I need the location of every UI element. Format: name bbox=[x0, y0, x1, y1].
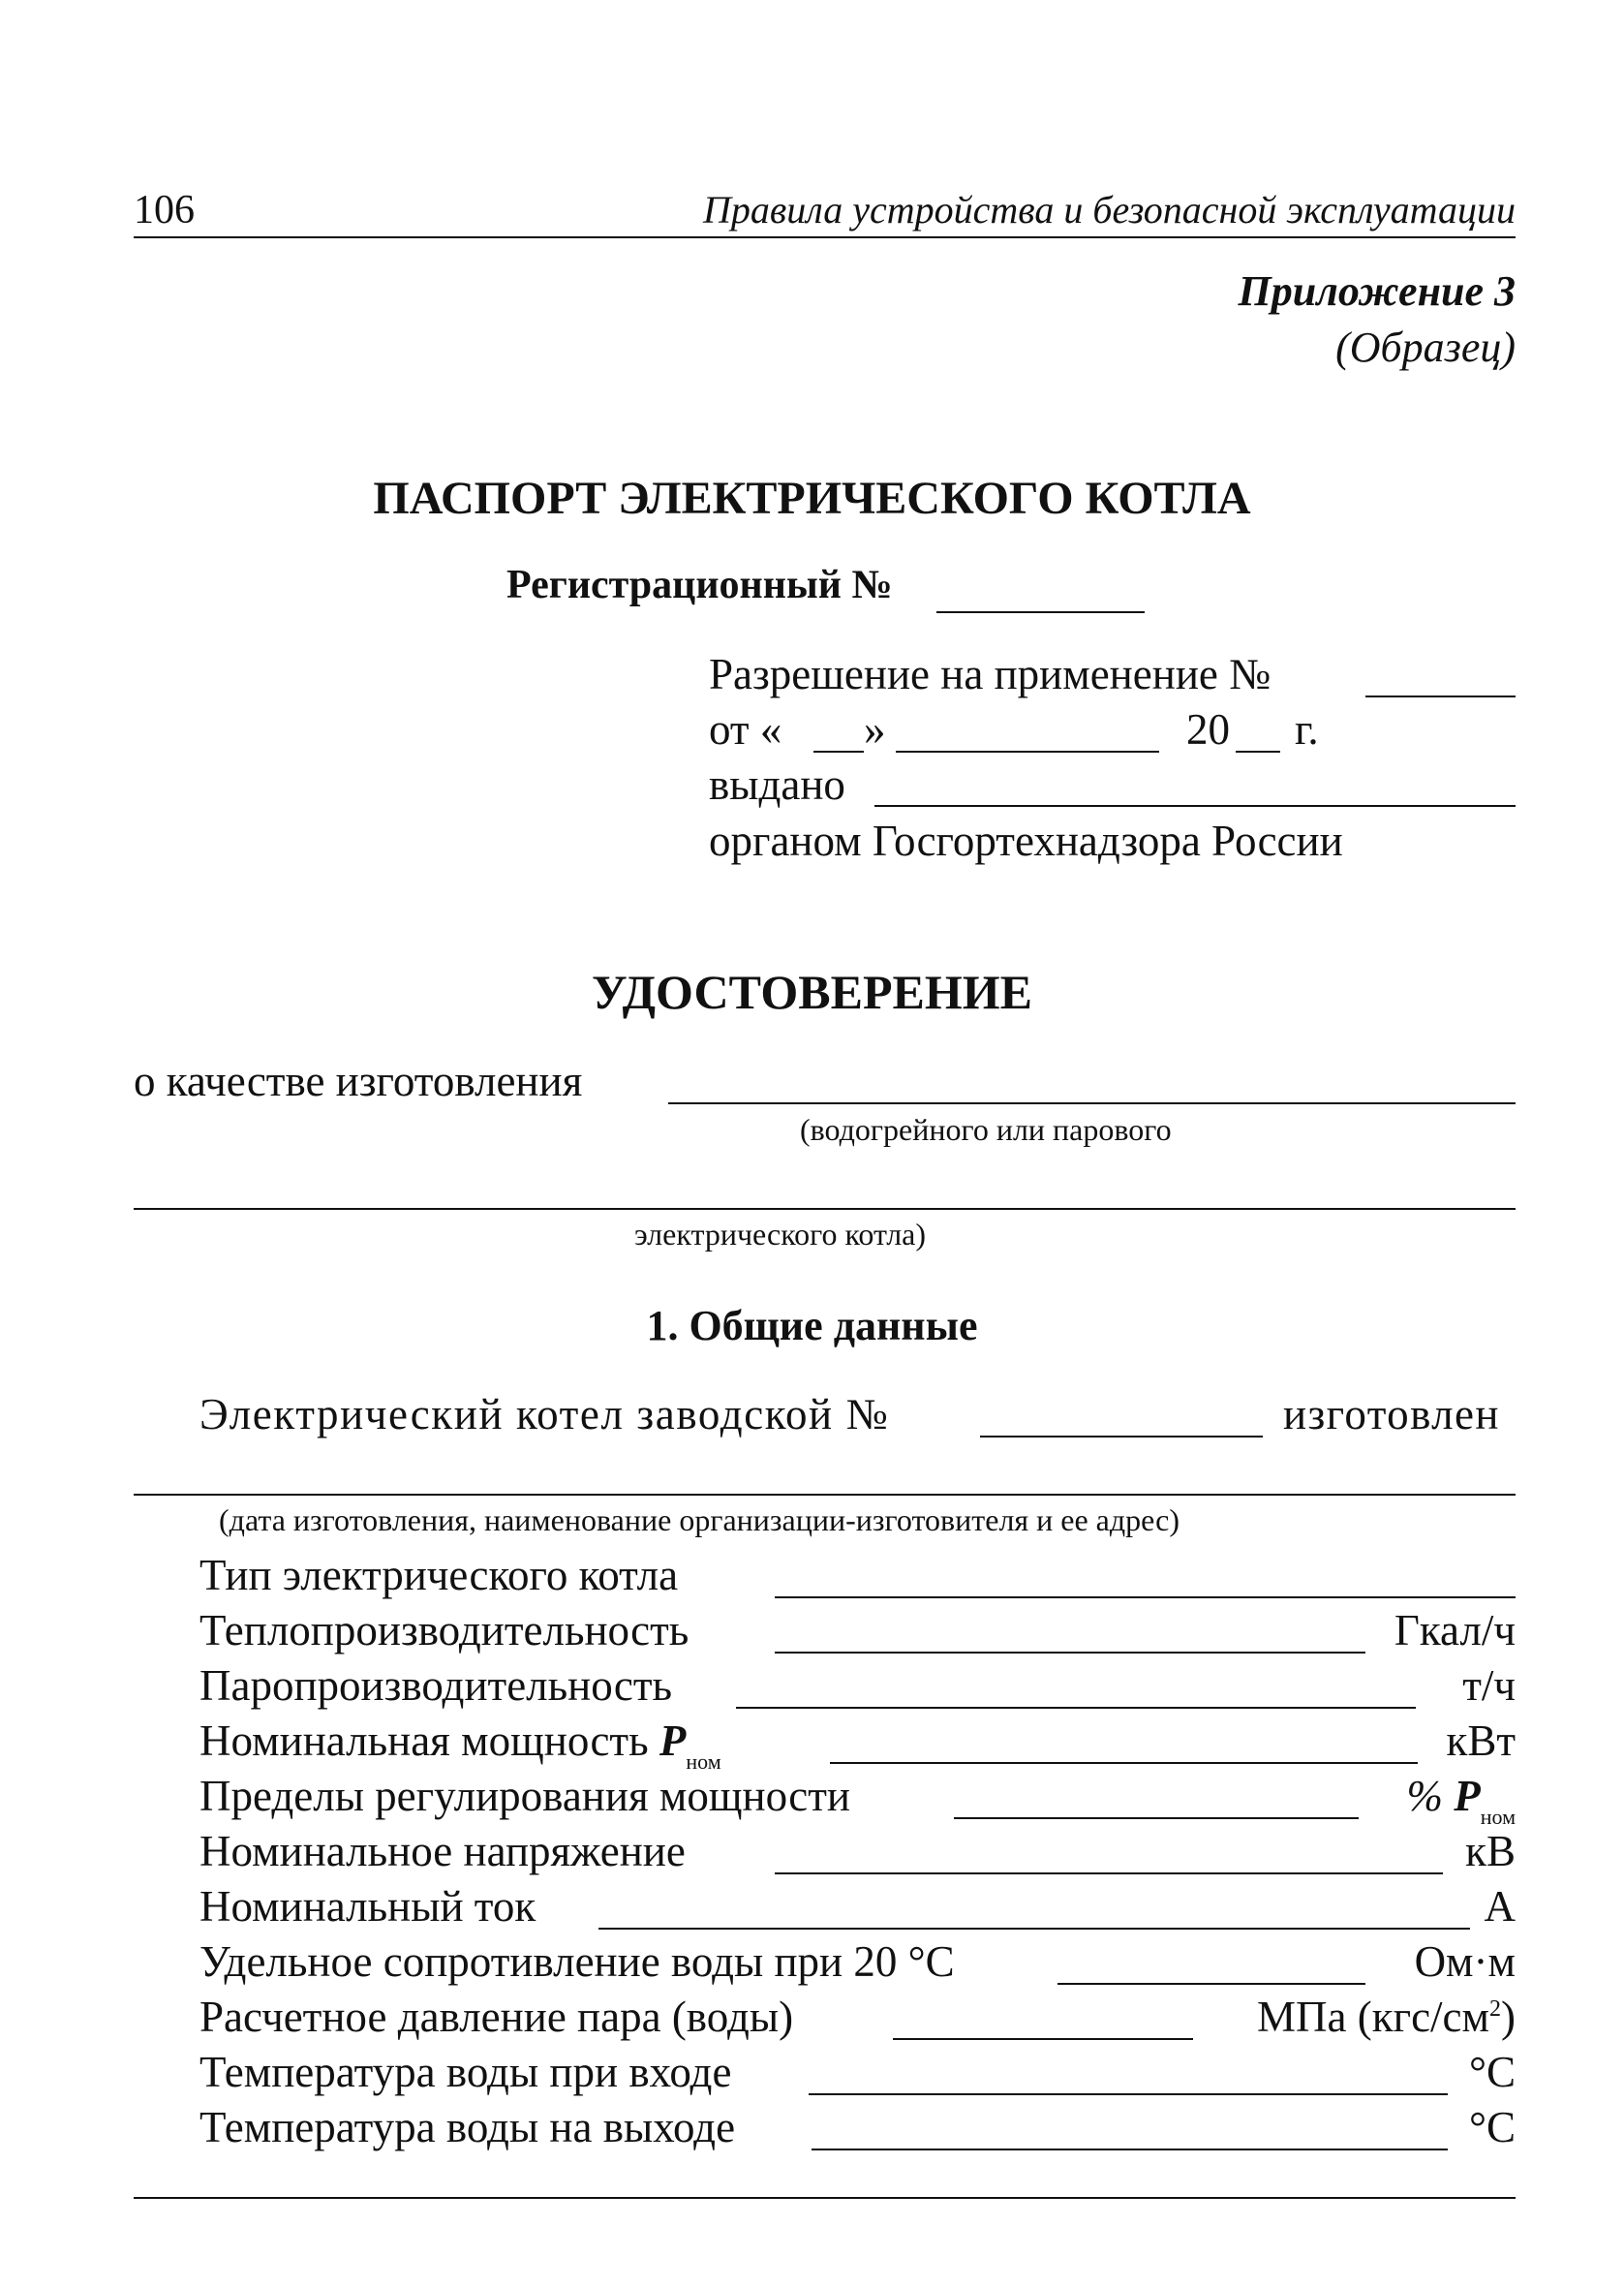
permission-from-mid: » bbox=[864, 705, 886, 754]
rated-power-subscript: ном bbox=[686, 1749, 721, 1774]
power-range-symbol: P bbox=[1454, 1772, 1481, 1820]
boiler-number-label: Электрический котел заводской № bbox=[199, 1390, 890, 1438]
pressure-unit: МПа (кгс/см bbox=[1257, 1993, 1489, 2041]
field-unit-rated-current: А bbox=[1484, 1882, 1516, 1931]
permission-label: Разрешение на применение № bbox=[709, 650, 1272, 698]
maker-field[interactable] bbox=[134, 1494, 1516, 1496]
field-unit-rated-power: кВт bbox=[1446, 1716, 1516, 1765]
bottom-rule bbox=[134, 2197, 1516, 2199]
field-label-inlet-temp: Температура воды при входе bbox=[199, 2048, 732, 2096]
field-input-power-range[interactable] bbox=[954, 1817, 1359, 1819]
boiler-number-field[interactable] bbox=[980, 1436, 1263, 1438]
field-unit-steam-output: т/ч bbox=[1462, 1661, 1516, 1710]
page-title: ПАСПОРТ ЭЛЕКТРИЧЕСКОГО КОТЛА bbox=[373, 473, 1251, 524]
running-title: Правила устройства и безопасной эксплуатации bbox=[703, 188, 1516, 232]
field-label-rated-power-text: Номинальная мощность bbox=[199, 1716, 649, 1765]
field-label-water-resistivity: Удельное сопротивление воды при 20 °С bbox=[199, 1937, 955, 1986]
field-unit-rated-voltage: кВ bbox=[1465, 1827, 1516, 1875]
field-label-design-pressure: Расчетное давление пара (воды) bbox=[199, 1993, 794, 2041]
field-label-rated-current: Номинальный ток bbox=[199, 1882, 536, 1931]
field-unit-inlet-temp: °С bbox=[1468, 2048, 1516, 2096]
permission-number-field[interactable] bbox=[1365, 696, 1516, 697]
field-input-outlet-temp[interactable] bbox=[812, 2149, 1448, 2150]
field-input-steam-output[interactable] bbox=[736, 1707, 1416, 1709]
field-label-outlet-temp: Температура воды на выходе bbox=[199, 2103, 736, 2151]
field-unit-design-pressure bbox=[1257, 1992, 1516, 2042]
field-label-type: Тип электрического котла bbox=[199, 1551, 679, 1599]
field-input-rated-voltage[interactable] bbox=[775, 1872, 1443, 1874]
permission-year-field[interactable] bbox=[1236, 751, 1280, 753]
field-label-heat-output: Теплопроизводительность bbox=[199, 1606, 689, 1654]
permission-year-suffix: г. bbox=[1295, 705, 1319, 754]
permission-year-prefix: 20 bbox=[1186, 705, 1230, 754]
page-number: 106 bbox=[134, 188, 195, 232]
field-label-rated-voltage: Номинальное напряжение bbox=[199, 1827, 686, 1875]
field-unit-heat-output: Гкал/ч bbox=[1394, 1606, 1516, 1654]
field-unit-water-resistivity: Ом·м bbox=[1414, 1937, 1516, 1986]
header-rule bbox=[134, 236, 1516, 238]
permission-issued-label: выдано bbox=[709, 760, 845, 809]
permission-day-field[interactable] bbox=[813, 751, 864, 753]
pressure-unit-sup: 2 bbox=[1489, 1996, 1501, 2022]
boiler-made-label: изготовлен bbox=[1283, 1390, 1500, 1438]
pressure-unit-tail: ) bbox=[1501, 1993, 1516, 2041]
power-range-percent: % bbox=[1406, 1772, 1443, 1820]
field-label-rated-power bbox=[199, 1716, 721, 1774]
appendix-label: Приложение 3 bbox=[1238, 267, 1516, 315]
power-range-subscript: ном bbox=[1480, 1805, 1516, 1829]
permission-from-prefix: от « bbox=[709, 705, 782, 754]
field-label-power-range: Пределы регулирования мощности bbox=[199, 1772, 850, 1820]
boiler-kind-caption-2: электрического котла) bbox=[634, 1217, 927, 1252]
registration-number-field[interactable] bbox=[936, 611, 1145, 613]
section-heading: 1. Общие данные bbox=[646, 1302, 978, 1349]
permission-authority: органом Госгортехнадзора России bbox=[709, 817, 1343, 865]
boiler-kind-caption-1: (водогрейного или парового bbox=[800, 1112, 1172, 1147]
field-input-inlet-temp[interactable] bbox=[809, 2093, 1448, 2095]
boiler-kind-field[interactable] bbox=[668, 1102, 1516, 1104]
permission-issued-field[interactable] bbox=[874, 805, 1516, 807]
quality-label: о качестве изготовления bbox=[134, 1057, 583, 1105]
boiler-kind-field-2[interactable] bbox=[134, 1208, 1516, 1210]
field-unit-power-range bbox=[1406, 1771, 1516, 1829]
field-input-type[interactable] bbox=[775, 1596, 1516, 1598]
certificate-heading: УДОСТОВЕРЕНИЕ bbox=[592, 965, 1032, 1019]
field-input-design-pressure[interactable] bbox=[893, 2038, 1193, 2040]
field-input-rated-current[interactable] bbox=[598, 1928, 1470, 1930]
registration-label: Регистрационный № bbox=[506, 563, 893, 607]
permission-month-field[interactable] bbox=[896, 751, 1159, 753]
field-unit-outlet-temp: °С bbox=[1468, 2103, 1516, 2151]
field-label-steam-output: Паропроизводительность bbox=[199, 1661, 673, 1710]
rated-power-symbol: P bbox=[659, 1716, 687, 1765]
sample-note: (Образец) bbox=[1335, 324, 1516, 371]
maker-caption: (дата изготовления, наименование организации-изготовителя и ее адрес) bbox=[219, 1502, 1180, 1537]
field-input-rated-power[interactable] bbox=[830, 1762, 1418, 1764]
field-input-water-resistivity[interactable] bbox=[1057, 1983, 1365, 1985]
field-input-heat-output[interactable] bbox=[775, 1652, 1365, 1654]
